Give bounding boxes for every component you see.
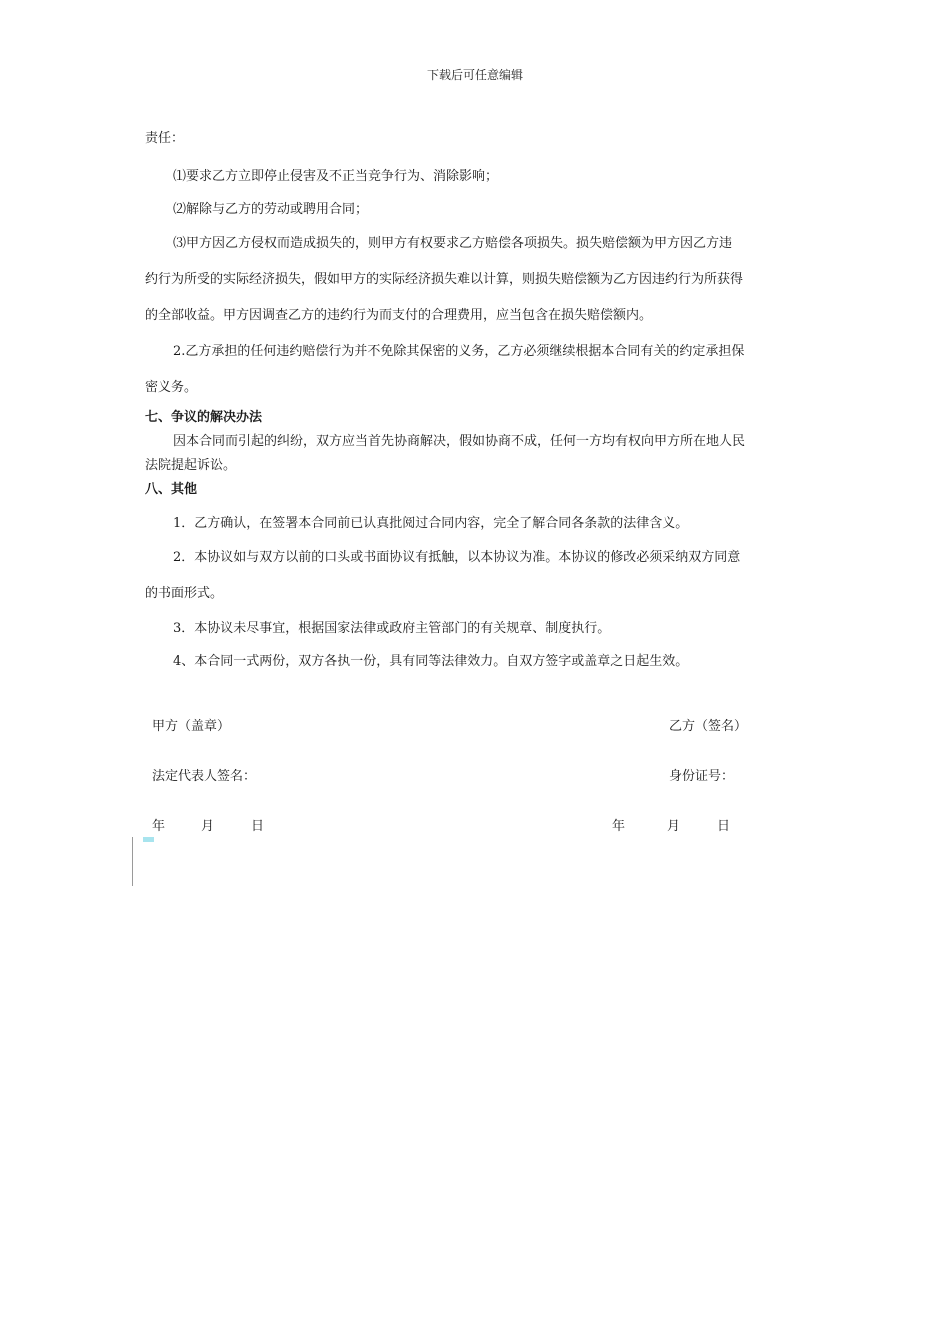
text-cursor-highlight xyxy=(143,837,154,842)
section-7-heading: 七、争议的解决办法 xyxy=(145,410,263,425)
margin-rule xyxy=(132,837,133,886)
id-number-label: 身份证号： xyxy=(669,769,735,784)
section-8-item-2-line-1: 2．本协议如与双方以前的口头或书面协议有抵触，以本协议为准。本协议的修改必须采纳双方同意 xyxy=(173,550,741,565)
party-a-date xyxy=(152,815,264,834)
responsibility-item-1: ⑴要求乙方立即停止侵害及不正当竞争行为、消除影响； xyxy=(173,169,499,184)
party-b-year: 年 xyxy=(612,819,626,834)
party-a-month: 月 xyxy=(201,819,215,834)
responsibility-item-3-line-3: 的全部收益。甲方因调查乙方的违约行为而支付的合理费用，应当包含在损失赔偿额内。 xyxy=(145,308,653,323)
section-8-item-3: 3．本协议未尽事宜，根据国家法律或政府主管部门的有关规章、制度执行。 xyxy=(173,621,611,636)
party-a-day: 日 xyxy=(251,819,265,834)
document-body xyxy=(145,127,805,678)
party-b-month: 月 xyxy=(667,819,681,834)
responsibility-item-3-line-2: 约行为所受的实际经济损失，假如甲方的实际经济损失难以计算，则损失赔偿额为乙方因违约行为所获得 xyxy=(145,272,744,287)
responsibility-item-3-line-1: ⑶甲方因乙方侵权而造成损失的，则甲方有权要求乙方赔偿各项损失。损失赔偿额为甲方因乙方违 xyxy=(173,236,733,251)
responsibility-item-b-line-2: 密义务。 xyxy=(145,380,198,395)
party-a-seal-label: 甲方（盖章） xyxy=(152,719,231,734)
page-header: 下载后可任意编辑 xyxy=(426,68,523,82)
section-8-item-2-line-2: 的书面形式。 xyxy=(145,586,224,601)
responsibility-item-2: ⑵解除与乙方的劳动或聘用合同； xyxy=(173,202,369,217)
party-b-sign-label: 乙方（签名） xyxy=(669,719,748,734)
party-b-date xyxy=(612,815,730,834)
section-8-heading: 八、其他 xyxy=(145,482,198,497)
section-7-line-2: 法院提起诉讼。 xyxy=(145,458,237,473)
party-b-day: 日 xyxy=(717,819,731,834)
responsibility-intro: 责任： xyxy=(145,131,185,146)
section-8-item-1: 1．乙方确认，在签署本合同前已认真批阅过合同内容，完全了解合同各条款的法律含义。 xyxy=(173,516,689,531)
section-7-line-1: 因本合同而引起的纠纷，双方应当首先协商解决，假如协商不成，任何一方均有权向甲方所在地人民 xyxy=(173,434,746,449)
legal-representative-label: 法定代表人签名： xyxy=(152,769,257,784)
party-a-year: 年 xyxy=(152,819,166,834)
responsibility-item-b-line-1: 2.乙方承担的任何违约赔偿行为并不免除其保密的义务，乙方必须继续根据本合同有关的约定承担保 xyxy=(173,344,745,359)
section-8-item-4: 4、本合同一式两份，双方各执一份，具有同等法律效力。自双方签字或盖章之日起生效。 xyxy=(173,654,689,669)
